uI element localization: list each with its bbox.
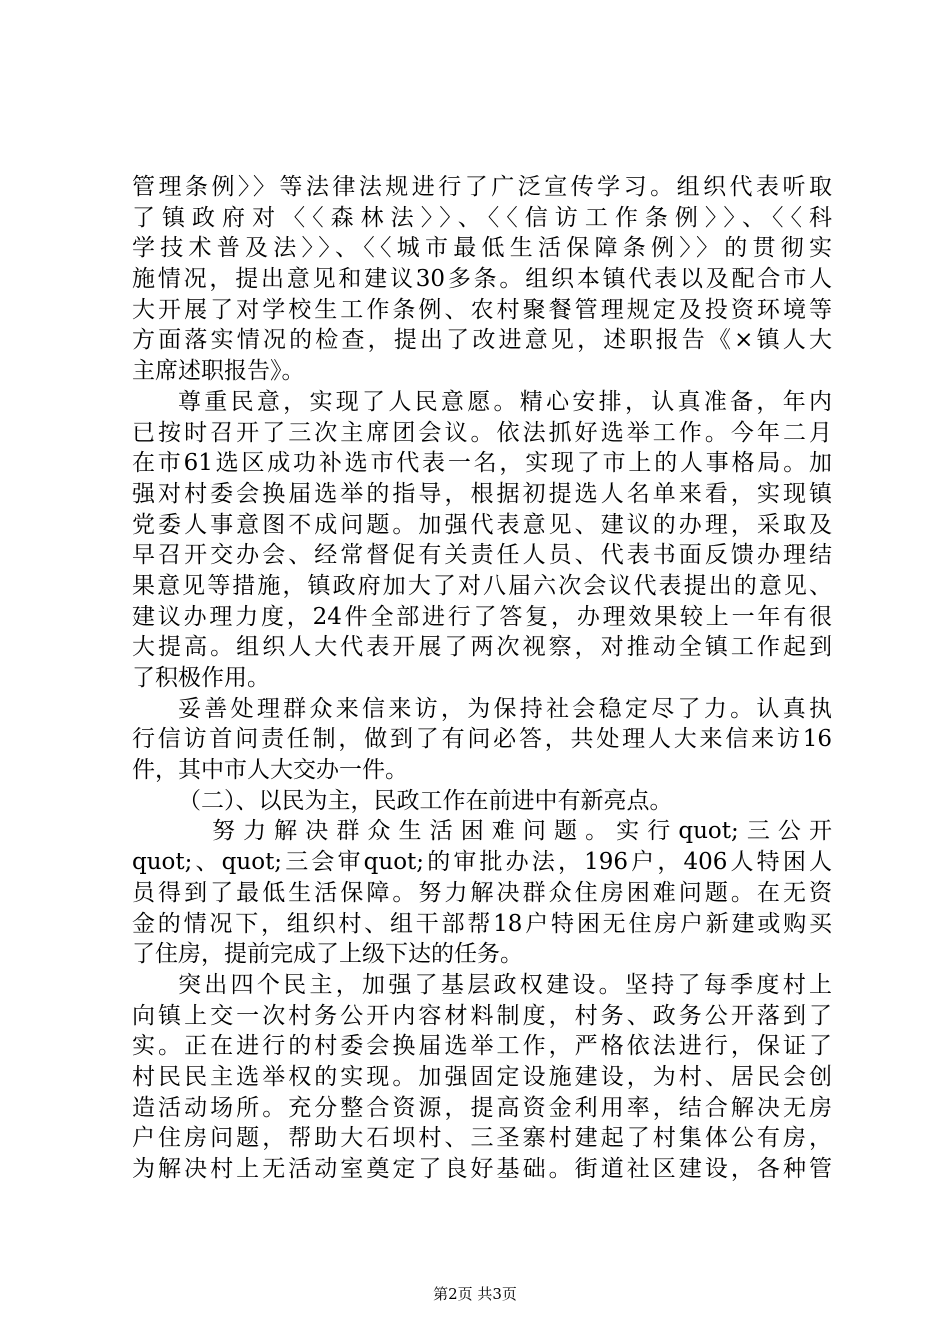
text-line: 主席述职报告》。	[132, 358, 305, 385]
text-line: quot;、quot;三会审quot;的审批办法，196户，406人特困人	[132, 849, 832, 876]
text-line: 了住房，提前完成了上级下达的任务。	[132, 941, 523, 968]
text-line: 大开展了对学校生工作条例、农村聚餐管理规定及投资环境等	[132, 296, 832, 323]
text-line: 造活动场所。充分整合资源，提高资金利用率，结合解决无房	[132, 1094, 832, 1121]
text-line: 强对村委会换届选举的指导，根据初提选人名单来看，实现镇	[132, 480, 832, 507]
text-line: 在市61选区成功补选市代表一名，实现了市上的人事格局。加	[132, 450, 832, 477]
paragraph-start-line: 尊重民意，实现了人民意愿。精心安排，认真准备，年内	[178, 388, 832, 415]
document-body	[132, 172, 832, 1185]
page-number-footer: 第2页 共3页	[433, 1285, 517, 1303]
text-line: 金的情况下，组织村、组干部帮18户特困无住房户新建或购买	[132, 910, 832, 937]
text-line: 早召开交办会、经常督促有关责任人员、代表书面反馈办理结	[132, 542, 832, 569]
text-line: 户住房问题，帮助大石坝村、三圣寨村建起了村集体公有房，	[132, 1125, 832, 1152]
text-line: 党委人事意图不成问题。加强代表意见、建议的办理，采取及	[132, 511, 832, 538]
text-line: 向镇上交一次村务公开内容材料制度，村务、政务公开落到了	[132, 1002, 832, 1029]
paragraph-start-line: 突出四个民主，加强了基层政权建设。坚持了每季度村上	[178, 971, 832, 998]
text-line: 员得到了最低生活保障。努力解决群众住房困难问题。在无资	[132, 879, 832, 906]
paragraph-start-line: 努力解决群众生活困难问题。实行quot;三公开	[212, 818, 832, 845]
text-line: 方面落实情况的检查，提出了改进意见，述职报告《×镇人大	[132, 327, 832, 354]
paragraph-start-line: 妥善处理群众来信来访，为保持社会稳定尽了力。认真执	[178, 695, 832, 722]
text-line: 已按时召开了三次主席团会议。依法抓好选举工作。今年二月	[132, 419, 832, 446]
section-heading: （二）、以民为主，民政工作在前进中有新亮点。	[178, 787, 673, 814]
text-line: 件，其中市人大交办一件。	[132, 757, 408, 784]
text-line: 学技术普及法〉〉、〈〈城市最低生活保障条例〉〉的贯彻实	[132, 235, 832, 262]
text-line: 行信访首问责任制，做到了有问必答，共处理人大来信来访16	[132, 726, 832, 753]
text-line: 果意见等措施，镇政府加大了对八届六次会议代表提出的意见、	[132, 572, 832, 599]
text-line: 施情况，提出意见和建议30多条。组织本镇代表以及配合市人	[132, 266, 832, 293]
text-line: 建议办理力度，24件全部进行了答复，办理效果较上一年有很	[132, 603, 832, 630]
text-line: 村民民主选举权的实现。加强固定设施建设，为村、居民会创	[132, 1063, 832, 1090]
text-line: 管理条例〉〉等法律法规进行了广泛宣传学习。组织代表听取	[132, 174, 832, 200]
text-line: 为解决村上无活动室奠定了良好基础。街道社区建设，各种管	[132, 1156, 832, 1182]
text-line: 大提高。组织人大代表开展了两次视察，对推动全镇工作起到	[132, 634, 832, 661]
text-line: 实。正在进行的村委会换届选举工作，严格依法进行，保证了	[132, 1033, 832, 1060]
text-line: 了镇政府对〈〈森林法〉〉、〈〈信访工作条例〉〉、〈〈科	[132, 204, 832, 231]
text-line: 了积极作用。	[132, 665, 270, 691]
